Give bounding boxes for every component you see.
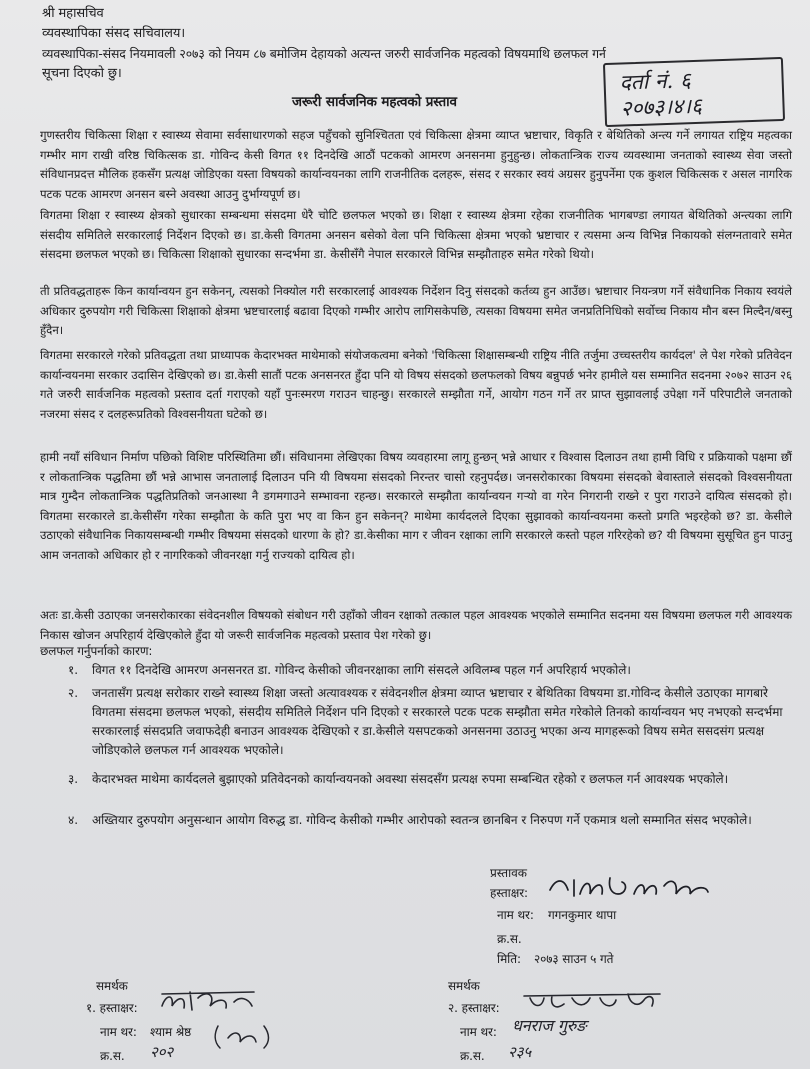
rule-reference-line: व्यवस्थापिका-संसद नियमावली २०७३ को नियम ८७ बमोजिम देहायको अत्यन्त जरुरी सार्वजनिक महत्वको विषयमाथि छलफल गर्न <box>42 46 606 61</box>
proposer-sign-label: हस्ताक्षर: <box>490 886 528 900</box>
supporter-2-seat: २३५ <box>508 1043 532 1061</box>
reason-number: १. <box>68 663 79 677</box>
reason-number: ४. <box>68 813 79 827</box>
paragraph-1: गुणस्तरीय चिकित्सा शिक्षा र स्वास्थ्य सेवामा सर्वसाधारणको सहज पहुँचको सुनिश्चितता एवं चिकित्सा क्षेत्रमा व्याप्त भ्रष्टाचार, विकृति र बेथितिको अन्त्य गर्ने लगायत राष्ट्रिय महत्वका गम्भीर माग राखी वरिष्ठ चिकित्सक डा. गोविन्द केसी विगत ११ दिनदेखि आठौं पटकको आमरण अनसनमा हुनुहुन्छ। लोकतान्त्रिक राज्य व्यवस्थामा जनताको स्वास्थ्य सेवा जस्तो संविधानप्रदत्त मौलिक हकसँग प्रत्यक्ष जोडिएका यस्ता विषयको कार्यान्वयनका लागि राजनीतिक दलहरू, संसद र सरकार स्वयं अग्रसर हुनुपर्नेमा एक कुशल चिकित्सक र असल नागरिक पटक पटक आमरण अनसन बस्ने अवस्था आउनु दुर्भाग्यपूर्ण छ। <box>40 128 792 201</box>
addressee-line: श्री महासचिव <box>42 6 104 21</box>
paragraph-4: विगतमा सरकारले गरेको प्रतिवद्धता तथा प्राध्यापक केदारभक्त माथेमाको संयोजकत्वमा बनेको 'चिकित्सा शिक्षासम्बन्धी राष्ट्रिय नीति तर्जुमा उच्चस्तरीय कार्यदल' ले पेश गरेको प्रतिवेदन कार्यान्वयनमा सरकार उदासिन देखिएको छ। डा.केसी सातौं पटक अनसनरत हुँदा पनि यो विषय संसदको छलफलको विषय बन्नुपर्छ भनेर हामीले यस सम्मानित सदनमा २०७२ साउन २६ गते जरुरी सार्वजनिक महत्वको प्रस्ताव दर्ता गराएको यहाँ पुनःस्मरण गराउन चाहन्छु। सरकारले सम्झौता गर्ने, आयोग गठन गर्ने तर प्राप्त सुझावलाई उपेक्षा गर्ने परिपाटीले जनताको नजरमा संसद र दलहरूप्रतिको विश्वसनीयता घटेको छ। <box>40 348 792 421</box>
registration-stamp <box>603 57 785 127</box>
supporter-1-heading: समर्थक <box>96 979 128 993</box>
paragraph-5: हामी नयाँ संविधान निर्माण पछिको विशिष्ट परिस्थितिमा छौं। संविधानमा लेखिएका विषय व्यवहारमा लागू हुन्छन् भन्ने आधार र विश्वास दिलाउन तथा हामी विधि र प्रक्रियाको पक्षमा छौं र लोकतान्त्रिक पद्धतिमा छौं भन्ने आभास जनतालाई दिलाउन पनि यी विषयमा संसदको निरन्तर चासो रहनुपर्दछ। जनसरोकारका विषयमा संसदको बेवास्ताले संसदको विश्वसनीयता मात्र गुम्दैन लोकतान्त्रिक पद्धतिप्रतिको जनआस्था नै डगमगाउने सम्भावना रहन्छ। सरकारले सम्झौता कार्यान्वयन गऱ्यो वा गरेन निगरानी राख्ने र पुरा गराउने दायित्व संसदको हो। विगतमा सरकारले डा.केसीसँग गरेका सम्झौता के कति पुरा भए वा किन हुन सकेनन्? माथेमा कार्यदलले दिएका सुझावको कार्यान्वयनमा कस्तो प्रगति भइरहेको छ? डा. केसीले उठाएको संवैधानिक निकायसम्बन्धी गम्भीर विषयमा संसदको धारणा के हो? डा.केसीका माग र जीवन रक्षाका लागि सरकारले कस्तो पहल गरिरहेको छ? यी विषयमा सुसूचित हुन पाउनु आम जनताको अधिकार हो र नागरिकको जीवनरक्षा गर्नु राज्यको दायित्व हो। <box>40 450 792 562</box>
supporter-1-initial-mark <box>212 1022 272 1056</box>
paragraph-3: ती प्रतिवद्धताहरू किन कार्यान्वयन हुन सकेनन्, त्यसको निक्योल गरी सरकारलाई आवश्यक निर्देशन दिनु संसदको कर्तव्य हुन आउँछ। भ्रष्टाचार नियन्त्रण गर्ने संवैधानिक निकाय स्वयंले अधिकार दुरुपयोग गरी चिकित्सा शिक्षाको क्षेत्रमा भ्रष्टचारलाई बढावा दिएको गम्भीर आरोप लागिसकेपछि, त्यसका विषयमा समेत जनप्रतिनिधिको सर्वोच्च निकाय मौन बस्न मिल्दैन/बस्नु हुँदैन। <box>40 284 792 338</box>
supporter-2-sign-label: २. हस्ताक्षर: <box>448 1001 500 1015</box>
reason-item: जनतासँग प्रत्यक्ष सरोकार राख्ने स्वास्थ्य शिक्षा जस्तो अत्यावश्यक र संवेदनशील क्षेत्रमा व्याप्त भ्रष्टाचार र बेथितिका विषयमा डा.गोविन्द केसीले उठाएका मागबारे विगतमा संसदमा छलफल भएको, संसदीय समितिले निर्देशन पनि दिएको र सरकारले पटक पटक सम्झौता समेत गरेकोले तिनको कार्यान्वयन भए नभएको सन्दर्भमा सरकारलाई संसदप्रति जवाफदेही बनाउन आवश्यक देखिएको र डा.केसीले यसपटकको अनसनमा उठाउनु भएका अन्य मागहरूको विषय समेत ससदसंग प्रत्यक्ष जोडिएकोले छलफल गर्न आवश्यक भएकोले। <box>92 686 783 757</box>
reasons-heading: छलफल गर्नुपर्नाको कारण: <box>40 644 153 658</box>
proposer-signature <box>546 872 726 906</box>
reason-item: केदारभक्त माथेमा कार्यदलले बुझाएको प्रतिवेदनको कार्यान्वयनको अवस्था संसदसँग प्रत्यक्ष रुपमा सम्बन्धित रहेको र छलफल गर्न आवश्यक भएकोले। <box>92 772 729 786</box>
supporter-2-heading: समर्थक <box>448 979 480 993</box>
proposer-name: गगनकुमार थापा <box>548 908 617 922</box>
proposer-heading: प्रस्तावक <box>490 866 527 880</box>
supporter-1-sign-label: १. हस्ताक्षर: <box>86 1001 138 1015</box>
stamp-date: २०७३।४।६ <box>620 93 703 121</box>
reason-number: २. <box>68 686 79 700</box>
reason-item: विगत ११ दिनदेखि आमरण अनसनरत डा. गोविन्द केसीको जीवनरक्षाका लागि संसदले अविलम्ब पहल गर्न अपरिहार्य भएकोले। <box>92 663 631 677</box>
supporter-2-signature <box>520 986 670 1020</box>
paragraph-6: अतः डा.केसी उठाएका जनसरोकारका संवेदनशील विषयको संबोधन गरी उहाँको जीवन रक्षाको तत्काल पहल आवश्यक भएकोले सम्मानित सदनमा यस विषयमा छलफल गरी आवश्यक निकास खोजन अपरिहार्य देखिएकोले हुँदा यो जरूरी सार्वजनिक महत्वको प्रस्ताव पेश गरेको छु। <box>40 608 792 642</box>
supporter-1-signature <box>158 986 268 1020</box>
reason-number: ३. <box>68 772 79 786</box>
supporter-1-name-label: नाम थर: <box>100 1025 137 1039</box>
reason-item: अख्तियार दुरुपयोग अनुसन्धान आयोग विरुद्ध डा. गोविन्द केसीको गम्भीर आरोपको स्वतन्त्र छानबिन र निरुपण गर्ने एकमात्र थलो सम्मानित संसद भएकोले। <box>92 813 752 827</box>
supporter-2-name-label: नाम थर: <box>460 1025 497 1039</box>
notice-line: सूचना दिएको छु। <box>42 66 122 81</box>
supporter-1-name: श्याम श्रेष्ठ <box>150 1025 192 1039</box>
proposer-name-label: नाम थर: <box>497 908 534 922</box>
supporter-2-name: धनराज गुरुङ <box>512 1016 587 1035</box>
supporter-2-seat-label: क्र.स. <box>460 1049 485 1063</box>
proposer-seat-label: क्र.स. <box>497 932 522 946</box>
paragraph-2: विगतमा शिक्षा र स्वास्थ्य क्षेत्रको सुधारका सम्बन्धमा संसदमा धेरै चोटि छलफल भएको छ। शिक्षा र स्वास्थ्य क्षेत्रमा रहेका राजनीतिक भागबण्डा लगायत बेथितिको अन्त्यका लागि संसदीय समितिले सरकारलाई निर्देशन दिएको छ। डा.केसी विगतमा अनसन बसेको वेला पनि चिकित्सा क्षेत्रमा भएको भ्रष्टाचार र त्यसमा अन्य विभिन्न निकायको संलग्नतावारे समेत संसदमा छलफल भएको छ। चिकित्सा शिक्षाको सुधारका सन्दर्भमा डा. केसीसँगै नेपाल सरकारले विभिन्न सम्झौताहरु समेत गरेको थियो। <box>40 208 792 262</box>
proposer-date: २०७३ साउन ५ गते <box>534 952 614 966</box>
supporter-1-seat: २०२ <box>150 1043 174 1061</box>
stamp-registration-number: दर्ता नं. ६ <box>619 68 692 95</box>
proposer-date-label: मिति: <box>497 952 521 966</box>
secretariat-line: व्यवस्थापिका संसद सचिवालय। <box>42 26 186 41</box>
document-title: जरूरी सार्वजनिक महत्वको प्रस्ताव <box>292 94 457 110</box>
supporter-1-seat-label: क्र.स. <box>100 1049 125 1063</box>
